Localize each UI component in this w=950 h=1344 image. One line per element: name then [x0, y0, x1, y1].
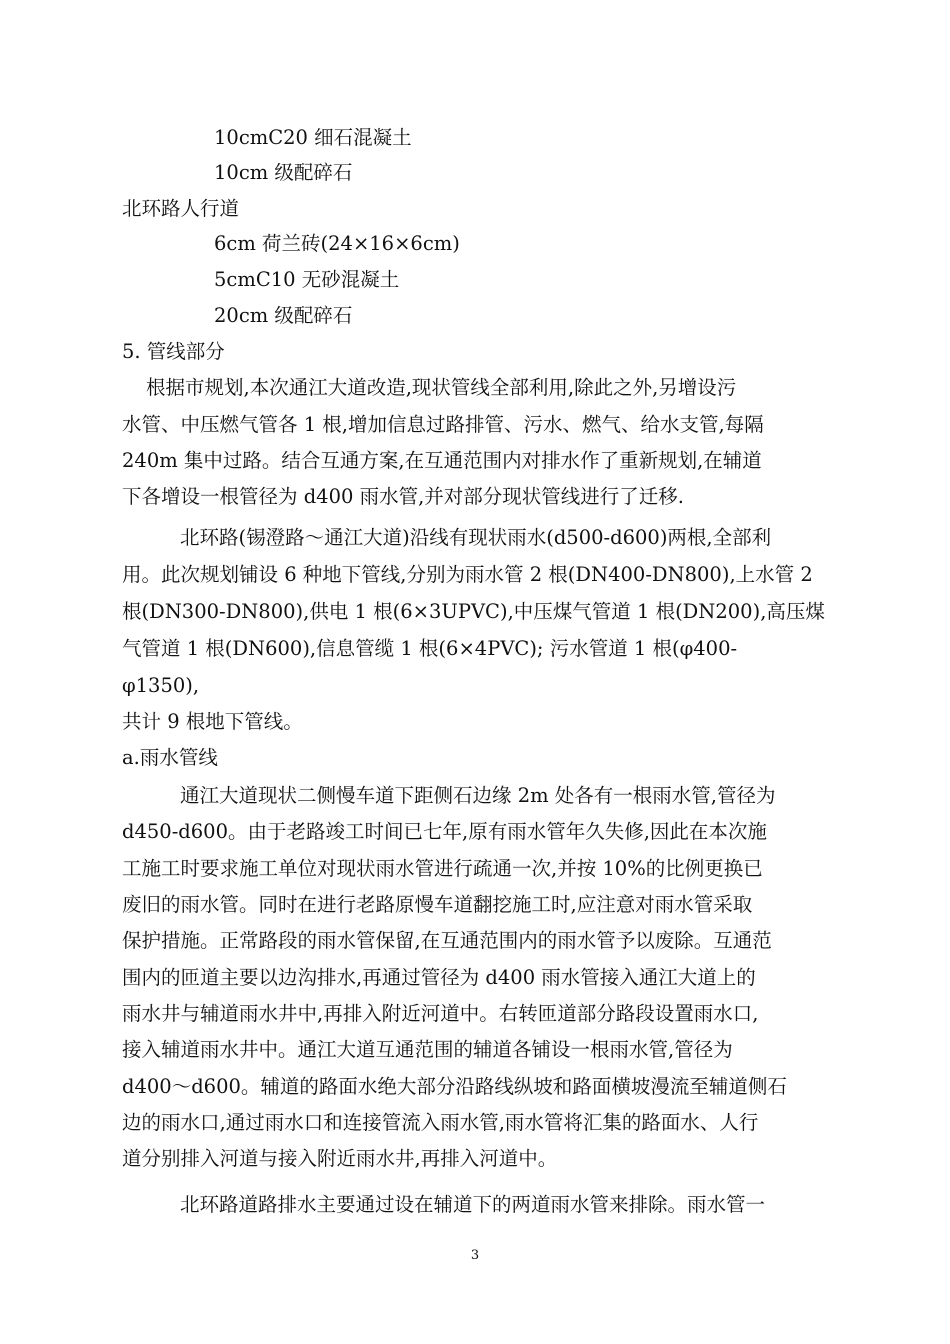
text-line-1: 10cmC20 细石混凝土	[214, 126, 412, 149]
paragraph-line: 用。此次规划铺设 6 种地下管线,分别为雨水管 2 根(DN400-DN800),上水管 2	[122, 563, 813, 586]
paragraph-line: d450-d600。由于老路竣工时间已七年,原有雨水管年久失修,因此在本次施	[122, 820, 767, 843]
text-line-4: 6cm 荷兰砖(24×16×6cm)	[214, 232, 460, 255]
text-line-2: 10cm 级配碎石	[214, 161, 353, 184]
paragraph-line: 气管道 1 根(DN600),信息管缆 1 根(6×4PVC); 污水管道 1 根(φ400-	[122, 637, 738, 660]
paragraph-line: 根据市规划,本次通江大道改造,现状管线全部利用,除此之外,另增设污	[146, 376, 737, 399]
page-number: 3	[470, 1248, 480, 1263]
paragraph-line: 工施工时要求施工单位对现状雨水管进行疏通一次,并按 10%的比例更换已	[122, 857, 763, 880]
section-heading-pipelines: 5. 管线部分	[122, 340, 225, 363]
paragraph-line: 雨水井与辅道雨水井中,再排入附近河道中。右转匝道部分路段设置雨水口,	[122, 1002, 759, 1025]
paragraph-line: 共计 9 根地下管线。	[122, 710, 303, 733]
paragraph-line: 道分别排入河道与接入附近雨水井,再排入河道中。	[122, 1147, 558, 1170]
paragraph-line: 接入辅道雨水井中。通江大道互通范围的辅道各铺设一根雨水管,管径为	[122, 1038, 733, 1061]
paragraph-line: 边的雨水口,通过雨水口和连接管流入雨水管,雨水管将汇集的路面水、人行	[122, 1111, 759, 1134]
paragraph-line: 水管、中压燃气管各 1 根,增加信息过路排管、污水、燃气、给水支管,每隔	[122, 413, 764, 436]
paragraph-line: 北环路道路排水主要通过设在辅道下的两道雨水管来排除。雨水管一	[180, 1193, 766, 1216]
text-line-5: 5cmC10 无砂混凝土	[214, 268, 400, 291]
paragraph-line: 根(DN300-DN800),供电 1 根(6×3UPVC),中压煤气管道 1 根(DN200),高压煤	[122, 600, 825, 623]
section-heading-sidewalk: 北环路人行道	[122, 197, 240, 220]
paragraph-line: 240m 集中过路。结合互通方案,在互通范围内对排水作了重新规划,在辅道	[122, 449, 762, 472]
paragraph-line: 北环路(锡澄路～通江大道)沿线有现状雨水(d500-d600)两根,全部利	[180, 526, 772, 549]
paragraph-line: 下各增设一根管径为 d400 雨水管,并对部分现状管线进行了迁移.	[122, 485, 684, 508]
paragraph-line: 通江大道现状二侧慢车道下距侧石边缘 2m 处各有一根雨水管,管径为	[180, 784, 776, 807]
paragraph-line: d400～d600。辅道的路面水绝大部分沿路线纵坡和路面横坡漫流至辅道侧石	[122, 1075, 787, 1098]
paragraph-line: 保护措施。正常路段的雨水管保留,在互通范围内的雨水管予以废除。互通范	[122, 929, 772, 952]
paragraph-line: 围内的匝道主要以边沟排水,再通过管径为 d400 雨水管接入通江大道上的	[122, 966, 756, 989]
text-line-6: 20cm 级配碎石	[214, 304, 353, 327]
paragraph-line: φ1350),	[122, 674, 200, 697]
paragraph-line: 废旧的雨水管。同时在进行老路原慢车道翻挖施工时,应注意对雨水管采取	[122, 893, 753, 916]
section-heading-stormwater: a.雨水管线	[122, 746, 218, 769]
